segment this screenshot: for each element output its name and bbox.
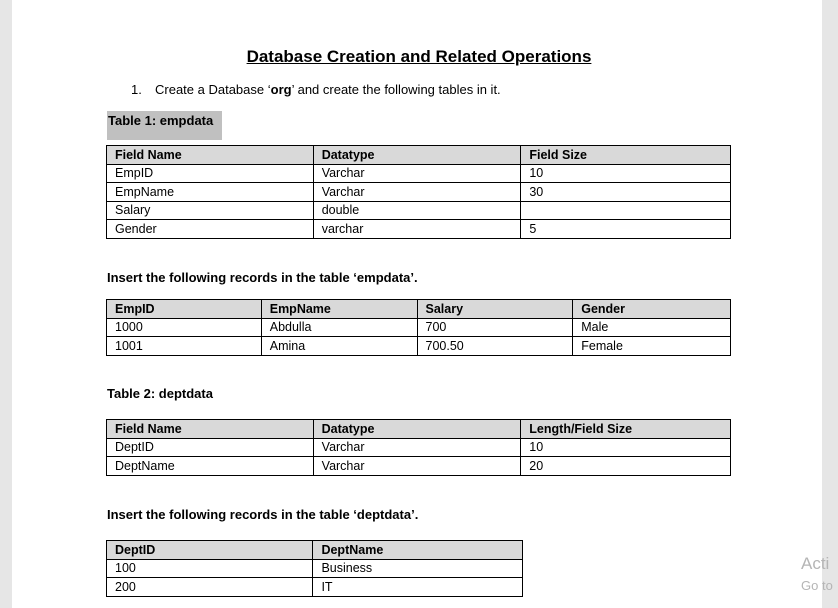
table-cell: 100 <box>107 559 313 578</box>
step-text-prefix: Create a Database ‘ <box>155 82 271 97</box>
step-number: 1. <box>131 82 142 97</box>
step-one <box>131 82 501 97</box>
table-cell: DeptName <box>107 457 314 476</box>
step-db-name: org <box>270 82 292 97</box>
table-cell: 700 <box>417 318 573 337</box>
table-cell: Varchar <box>313 164 521 183</box>
table-cell: 5 <box>521 220 731 239</box>
table-row <box>107 578 523 597</box>
table-cell <box>521 201 731 220</box>
table-cell: 700.50 <box>417 337 573 356</box>
insert-empdata-heading: Insert the following records in the table ‘empdata’. <box>107 270 418 285</box>
table-row <box>107 559 523 578</box>
table-cell: 1000 <box>107 318 262 337</box>
insert-deptdata-heading: Insert the following records in the table ‘deptdata’. <box>107 507 419 522</box>
table-cell: Salary <box>107 201 314 220</box>
table-cell: IT <box>313 578 523 597</box>
table-cell: Male <box>573 318 731 337</box>
table-header-cell: Salary <box>417 300 573 319</box>
table-header-cell: Length/Field Size <box>521 420 731 439</box>
table1-heading: Table 1: empdata <box>107 111 222 140</box>
table-cell: DeptID <box>107 438 314 457</box>
document-title: Database Creation and Related Operations <box>246 47 592 66</box>
table-cell: 20 <box>521 457 731 476</box>
table-row <box>107 337 731 356</box>
table-header-cell: DeptID <box>107 541 313 560</box>
table-cell: EmpID <box>107 164 314 183</box>
table-row <box>107 438 731 457</box>
table-cell: Varchar <box>313 438 521 457</box>
table-row <box>107 318 731 337</box>
table-cell: varchar <box>313 220 521 239</box>
table-row <box>107 183 731 202</box>
table-header-cell: Gender <box>573 300 731 319</box>
table-cell: double <box>313 201 521 220</box>
table-header-cell: DeptName <box>313 541 523 560</box>
deptdata-structure-table <box>106 419 731 476</box>
table-cell: Gender <box>107 220 314 239</box>
table2-heading: Table 2: deptdata <box>107 386 213 401</box>
table-cell: Varchar <box>313 457 521 476</box>
table-cell: Female <box>573 337 731 356</box>
table-header-cell: Datatype <box>313 146 521 165</box>
empdata-structure-table <box>106 145 731 239</box>
table-cell: 10 <box>521 438 731 457</box>
table-cell: 200 <box>107 578 313 597</box>
table-row <box>107 201 731 220</box>
activation-watermark <box>801 553 833 597</box>
table-cell: 10 <box>521 164 731 183</box>
table-header-row <box>107 146 731 165</box>
step-text-suffix: ’ and create the following tables in it. <box>291 82 501 97</box>
table-header-cell: Datatype <box>313 420 521 439</box>
table-header-cell: Field Size <box>521 146 731 165</box>
table-header-cell: EmpID <box>107 300 262 319</box>
table-header-cell: Field Name <box>107 146 314 165</box>
empdata-records-table <box>106 299 731 356</box>
deptdata-records-table <box>106 540 523 597</box>
table-cell: EmpName <box>107 183 314 202</box>
table-cell: Amina <box>261 337 417 356</box>
document-page <box>12 0 822 608</box>
table-header-row <box>107 300 731 319</box>
table-header-cell: EmpName <box>261 300 417 319</box>
table-cell: Varchar <box>313 183 521 202</box>
table-cell: 30 <box>521 183 731 202</box>
table-cell: 1001 <box>107 337 262 356</box>
table-row <box>107 164 731 183</box>
table-cell: Business <box>313 559 523 578</box>
watermark-line-1: Acti <box>801 554 830 573</box>
table-cell: Abdulla <box>261 318 417 337</box>
table-row <box>107 220 731 239</box>
table-header-row <box>107 541 523 560</box>
watermark-line-2: Go to <box>801 578 833 593</box>
table-header-row <box>107 420 731 439</box>
table-header-cell: Field Name <box>107 420 314 439</box>
table-row <box>107 457 731 476</box>
